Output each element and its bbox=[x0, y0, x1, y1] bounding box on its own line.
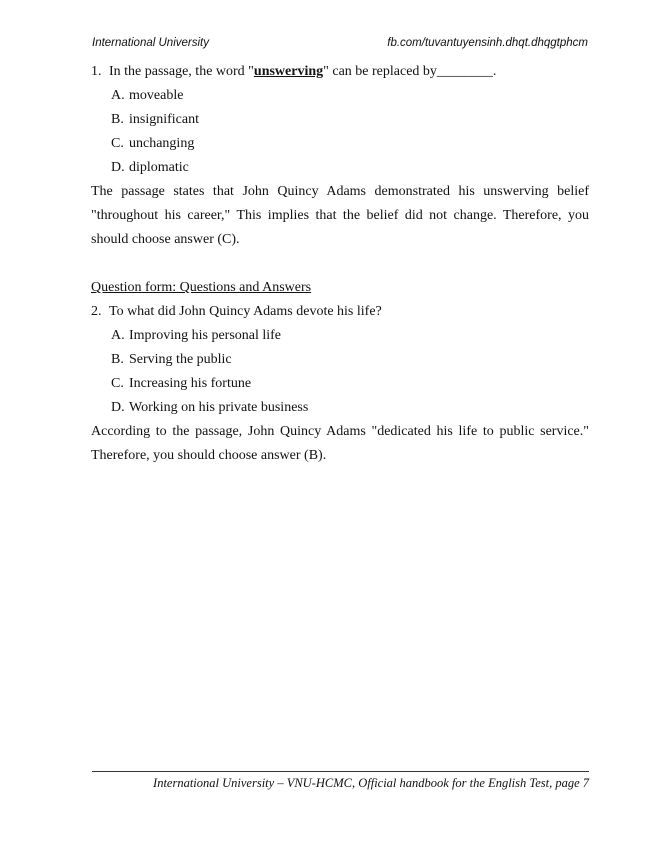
header-left: International University bbox=[92, 37, 209, 49]
option-letter: D. bbox=[111, 160, 125, 175]
option-text: Improving his personal life bbox=[129, 328, 282, 343]
stem-after: " can be replaced by________. bbox=[323, 64, 497, 79]
q2-option-b bbox=[91, 348, 589, 372]
option-letter: B. bbox=[111, 112, 124, 127]
q2-option-a bbox=[91, 324, 589, 348]
q1-option-a bbox=[91, 84, 589, 108]
option-text: Working on his private business bbox=[129, 400, 309, 415]
option-text: unchanging bbox=[129, 136, 195, 151]
option-letter: C. bbox=[111, 136, 124, 151]
question-2-stem: To what did John Quincy Adams devote his life? bbox=[109, 304, 382, 319]
q2-option-d bbox=[91, 396, 589, 420]
page-footer: International University – VNU-HCMC, Official handbook for the English Test, page 7 bbox=[153, 776, 589, 790]
q1-explanation: The passage states that John Quincy Adams demonstrated his unswerving belief "throughout his career," This implies that the belief did not change. Therefore, you should choose answer (C). bbox=[91, 184, 589, 247]
option-text: Serving the public bbox=[129, 352, 232, 367]
q1-option-c bbox=[91, 132, 589, 156]
option-letter: A. bbox=[111, 88, 125, 103]
spacer bbox=[91, 252, 589, 276]
q2-explanation: According to the passage, John Quincy Adams "dedicated his life to public service." Therefore, you should choose answer (B). bbox=[91, 424, 589, 463]
question-1-stem bbox=[109, 60, 496, 84]
question-1-number: 1. bbox=[91, 64, 102, 79]
option-text: Increasing his fortune bbox=[129, 376, 252, 391]
keyword: unswerving bbox=[253, 64, 324, 79]
option-text: moveable bbox=[129, 88, 184, 103]
option-letter: C. bbox=[111, 376, 124, 391]
page-content bbox=[91, 60, 589, 468]
footer-divider bbox=[92, 771, 589, 772]
question-1 bbox=[91, 60, 589, 84]
q2-option-c bbox=[91, 372, 589, 396]
question-2 bbox=[91, 300, 589, 324]
option-letter: A. bbox=[111, 328, 125, 343]
option-letter: B. bbox=[111, 352, 124, 367]
page-header bbox=[92, 37, 588, 49]
q1-option-b bbox=[91, 108, 589, 132]
question-2-number: 2. bbox=[91, 304, 102, 319]
stem-before: In the passage, the word " bbox=[109, 64, 254, 79]
option-text: diplomatic bbox=[129, 160, 189, 175]
option-letter: D. bbox=[111, 400, 125, 415]
q1-option-d bbox=[91, 156, 589, 180]
header-right: fb.com/tuvantuyensinh.dhqt.dhqgtphcm bbox=[387, 37, 588, 49]
option-text: insignificant bbox=[129, 112, 199, 127]
section-title: Question form: Questions and Answers bbox=[91, 280, 312, 295]
